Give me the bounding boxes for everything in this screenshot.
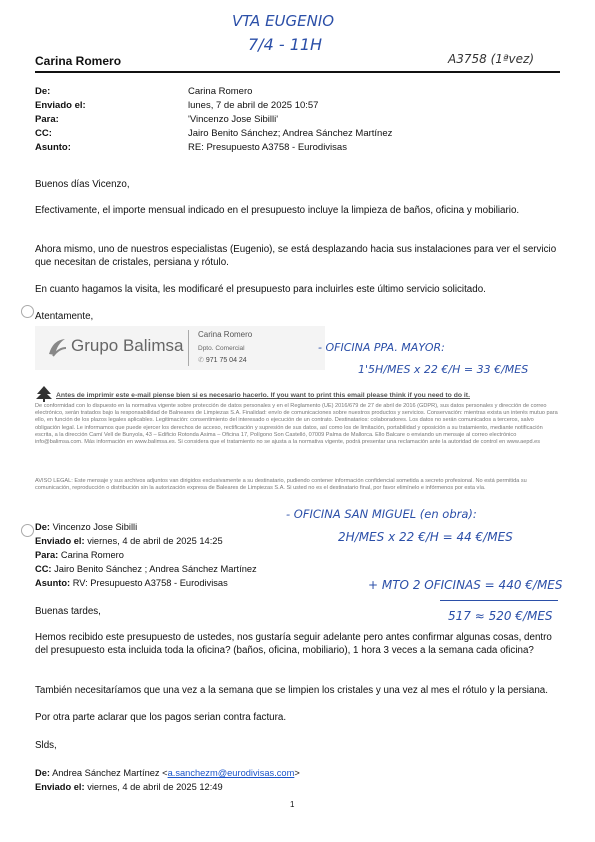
fwd1-sent: Enviado el: viernes, 4 de abril de 2025 14:25 (35, 536, 223, 546)
handwritten-note-office-2: - OFICINA SAN MIGUEL (en obra): (286, 507, 477, 521)
header-rule (35, 71, 560, 73)
fwd2-sent: Enviado el: viernes, 4 de abril de 2025 12:49 (35, 782, 223, 792)
fwd1-paragraph-3: Por otra parte aclarar que los pagos serian contra factura. (35, 712, 287, 723)
header-value-subject: RE: Presupuesto A3758 - Eurodivisas (188, 142, 347, 153)
fwd1-to: Para: Carina Romero (35, 550, 124, 560)
handwritten-note-maintenance: + MTO 2 OFICINAS = 440 €/MES (368, 578, 563, 592)
body-paragraph-3: En cuanto hagamos la visita, les modificaré el presupuesto para incluirles este último servicio solicitado. (35, 284, 486, 295)
handwritten-note-calc-2: 2H/MES x 22 €/H = 44 €/MES (338, 530, 513, 544)
fwd2-from: De: Andrea Sánchez Martínez <a.sanchezm@eurodivisas.com> (35, 768, 300, 778)
handwritten-note-time: 7/4 - 11H (248, 35, 323, 54)
header-value-cc: Jairo Benito Sánchez; Andrea Sánchez Martínez (188, 128, 393, 139)
fwd1-greeting: Buenas tardes, (35, 606, 101, 617)
fwd2-email-link[interactable]: a.sanchezm@eurodivisas.com (167, 768, 295, 778)
header-label-subject: Asunto: (35, 142, 71, 153)
eco-notice: Antes de imprimir este e-mail piense bien si es necesario hacerlo. If you want to print this email please think if you need to do it. (56, 392, 470, 399)
logo-text: Grupo Balimsa (71, 336, 184, 355)
greeting: Buenos días Vicenzo, (35, 179, 130, 190)
signature-role: Dpto. Comercial (198, 345, 245, 352)
signature-name: Carina Romero (198, 330, 253, 339)
header-label-to: Para: (35, 114, 59, 125)
legal-disclaimer: De conformidad con lo dispuesto en la normativa vigente sobre protección de datos personales y en el Reglamento (UE) 2016/679 de 27 de abril de 2016 (GDPR), sus datos personales y dirección de correo electrónico, serán tratados bajo la responsabilidad de Balneares de Limpiezas S.A. Finalidad: envío de comunicaciones sobre nuestros productos y servicios. Conservación: mientras exista un interés mutuo para ello, en función de los plazos legales aplicables. Legitimación: consentimiento del interesado o ejecución de un contrato. Destinatarios: colaboradores. Los datos no serán comunicados a terceros, salvo obligación legal. Le informamos que puede ejercer los derechos de acceso, rectificación y supresión de sus datos, así como los de limitación, portabilidad y oposición a su tratamiento, mediante notificación escrita, a la dirección Camí Vell de Bunyola, 43 – Edificio Rotonda Asima – Oficina 17, Polígono Son Castelló, 07009 Palma de Mallorca. Ello Balcare o enviando un mensaje al correo electrónico info@balimsa.com. Más información en www.balimsa.es. Si considera que el tratamiento no se ajusta a la normativa vigente, podrá presentar una reclamación ante la autoridad de control en www.aepd.es (35, 403, 558, 446)
balimsa-logo-icon (47, 336, 67, 358)
page-number: 1 (290, 800, 295, 809)
punch-hole-mark-2 (21, 524, 34, 537)
closing: Atentamente, (35, 311, 94, 322)
tree-icon (35, 386, 53, 402)
signature-phone: ✆ 971 75 04 24 (198, 357, 247, 364)
handwritten-note-office-1: - OFICINA PPA. MAYOR: (318, 341, 445, 354)
handwritten-sum-line (440, 600, 558, 601)
handwritten-note-top: VTA EUGENIO (232, 12, 335, 30)
phone-icon: ✆ (198, 357, 204, 364)
fwd1-from: De: Vincenzo Jose Sibilli (35, 522, 138, 532)
fwd1-subject: Asunto: RV: Presupuesto A3758 - Eurodivisas (35, 578, 228, 588)
signature-block (35, 326, 325, 370)
fwd1-paragraph-2: También necesitaríamos que una vez a la semana que se limpien los cristales y una vez al mes el rótulo y la persiana. (35, 685, 548, 696)
header-label-sent: Enviado el: (35, 100, 86, 111)
handwritten-ref: A3758 (1ªvez) (448, 52, 534, 66)
header-value-to: 'Vincenzo Jose Sibilli' (188, 114, 279, 125)
punch-hole-mark (21, 305, 34, 318)
fwd1-paragraph-1: Hemos recibido este presupuesto de ustedes, nos gustaría seguir adelante pero antes confirmar algunas cosas, dentro del presupuesto esta incluida toda la oficina? (baños, oficina, mobiliario), 1 hora 3 veces a la semana cada oficina? (35, 632, 552, 656)
header-value-from: Carina Romero (188, 86, 253, 97)
header-label-from: De: (35, 86, 51, 97)
header-label-cc: CC: (35, 128, 52, 139)
handwritten-note-calc-1: 1'5H/MES x 22 €/H = 33 €/MES (358, 363, 529, 376)
fwd1-cc: CC: Jairo Benito Sánchez ; Andrea Sánchez Martínez (35, 564, 257, 574)
header-value-sent: lunes, 7 de abril de 2025 10:57 (188, 100, 319, 111)
signature-divider (188, 330, 189, 366)
body-paragraph-2: Ahora mismo, uno de nuestros especialistas (Eugenio), se está desplazando hacia sus instalaciones para ver el servicio que necesitan de cristales, persiana y rótulo. (35, 244, 557, 268)
fwd1-closing: Slds, (35, 740, 57, 751)
handwritten-note-total: 517 ≈ 520 €/MES (448, 609, 553, 623)
sender-name: Carina Romero (35, 54, 122, 68)
body-paragraph-1: Efectivamente, el importe mensual indicado en el presupuesto incluye la limpieza de baños, oficina y mobiliario. (35, 205, 520, 216)
aviso-legal: AVISO LEGAL: Este mensaje y sus archivos adjuntos van dirigidos exclusivamente a su destinatario, pudiendo contener información confidencial sometida a secreto profesional. No está permitida su comunicación, reproducción o distribución sin la autorización expresa de Baleares de Limpiezas S.A. Si usted no es el destinatario final, por favor elimínelo e infórmenos por esta vía. (35, 478, 527, 492)
